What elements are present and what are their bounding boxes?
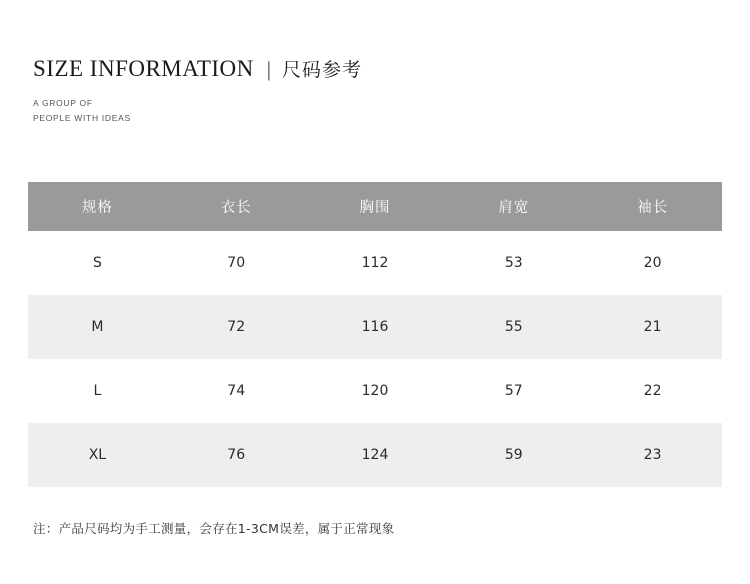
table-row (28, 359, 722, 423)
page-header (33, 55, 717, 126)
size-table-body (28, 231, 722, 487)
page-subtitle (33, 96, 717, 126)
cell-length: 74 (167, 359, 306, 423)
cell-length: 70 (167, 231, 306, 295)
cell-size: M (28, 295, 167, 359)
table-header-row (28, 182, 722, 231)
cell-sleeve: 20 (583, 231, 722, 295)
column-header-shoulder: 肩宽 (444, 182, 583, 231)
cell-size: S (28, 231, 167, 295)
cell-shoulder: 59 (444, 423, 583, 487)
cell-sleeve: 22 (583, 359, 722, 423)
cell-size: L (28, 359, 167, 423)
cell-bust: 124 (306, 423, 445, 487)
cell-bust: 120 (306, 359, 445, 423)
cell-sleeve: 23 (583, 423, 722, 487)
subtitle-line-1: A GROUP OF (33, 98, 93, 108)
page-title-english: SIZE INFORMATION (33, 56, 254, 81)
cell-shoulder: 57 (444, 359, 583, 423)
cell-shoulder: 53 (444, 231, 583, 295)
subtitle-line-2: PEOPLE WITH IDEAS (33, 112, 131, 123)
column-header-sleeve: 袖长 (583, 182, 722, 231)
table-row (28, 295, 722, 359)
size-table (28, 182, 722, 487)
column-header-bust: 胸围 (306, 182, 445, 231)
cell-length: 72 (167, 295, 306, 359)
cell-bust: 112 (306, 231, 445, 295)
table-row (28, 423, 722, 487)
title-separator: | (266, 57, 271, 81)
cell-length: 76 (167, 423, 306, 487)
cell-shoulder: 55 (444, 295, 583, 359)
measurement-note: 注：产品尺码均为手工测量，会存在1-3CM误差，属于正常现象 (33, 521, 395, 536)
cell-bust: 116 (306, 295, 445, 359)
size-table-head (28, 182, 722, 231)
column-header-spec: 规格 (28, 182, 167, 231)
page-title-chinese: 尺码参考 (281, 59, 362, 81)
size-table-container (28, 182, 722, 487)
column-header-length: 衣长 (167, 182, 306, 231)
cell-size: XL (28, 423, 167, 487)
cell-sleeve: 21 (583, 295, 722, 359)
table-row (28, 231, 722, 295)
page-title (33, 55, 717, 82)
